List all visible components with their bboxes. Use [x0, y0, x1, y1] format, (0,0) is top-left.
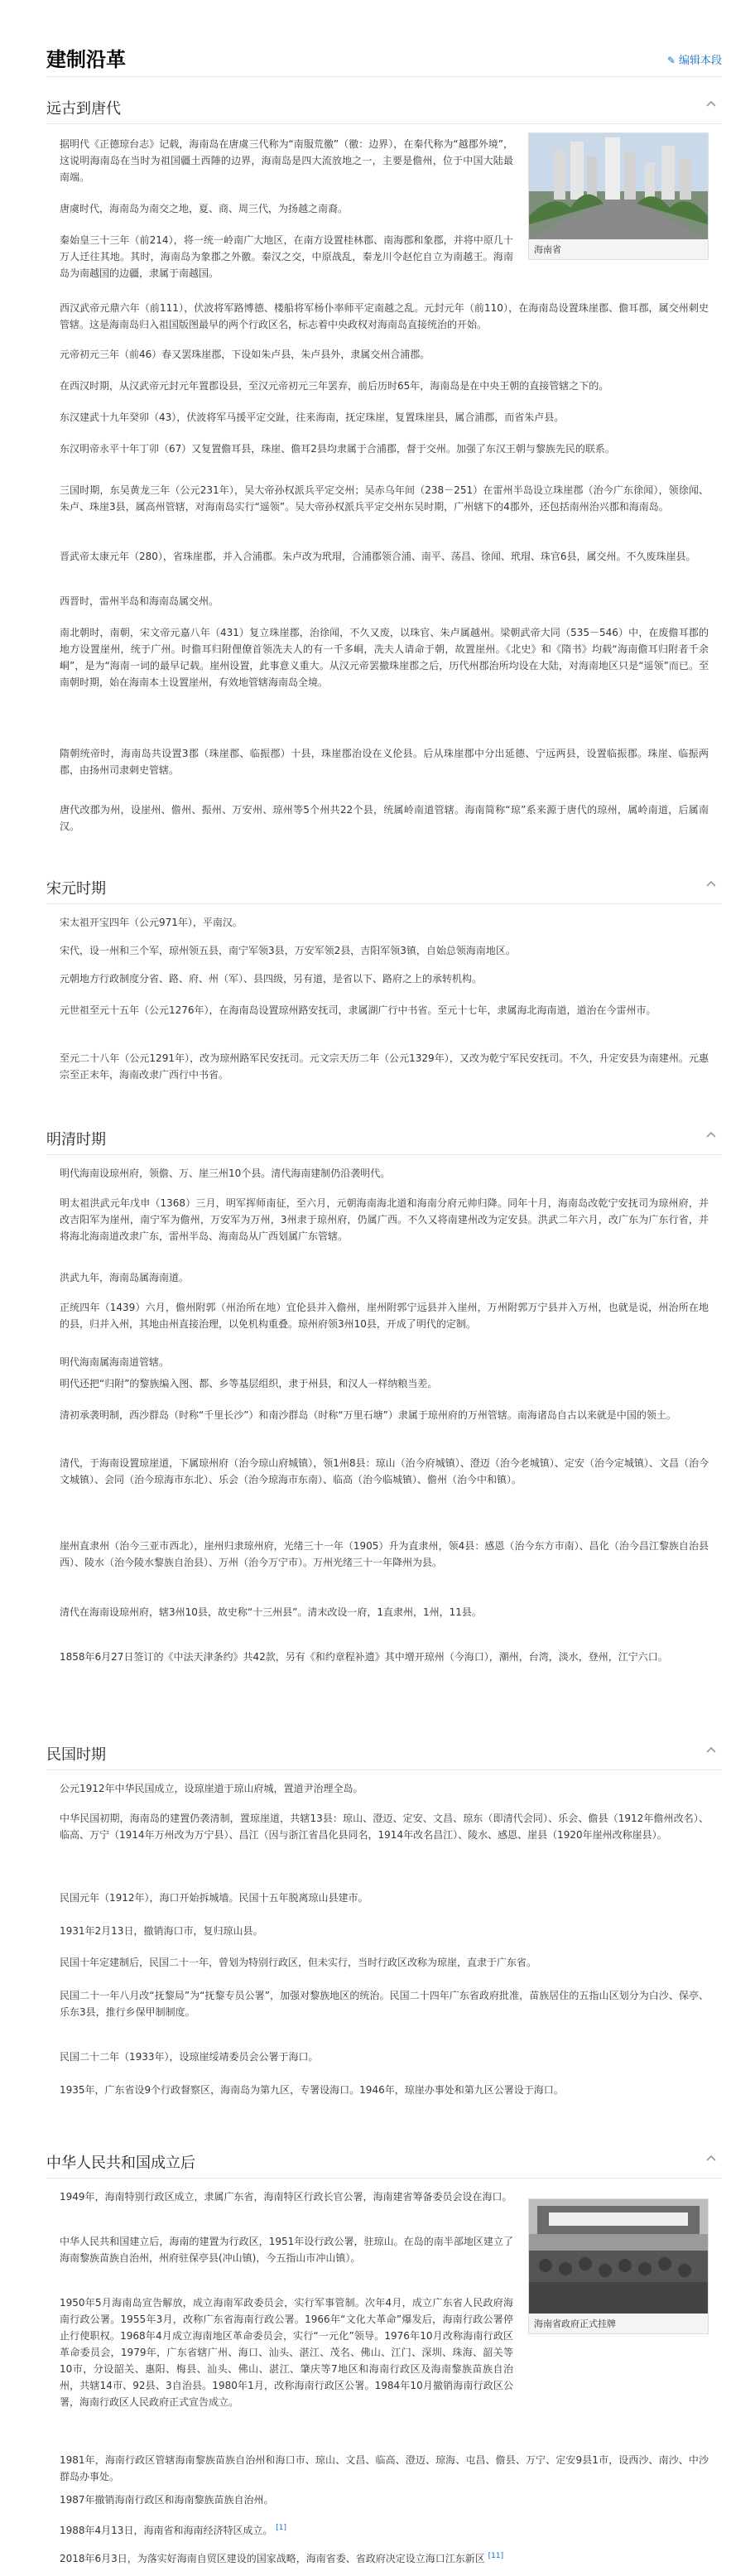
subsection-title: 远古到唐代 — [46, 100, 121, 118]
paragraph: 唐代改郡为州，设崖州、儋州、振州、万安州、琼州等5个州共22个县，统属岭南道管辖。海南简称“琼”系来源于唐代的琼州，属岭南道，后属南汉。 — [60, 804, 709, 832]
paragraph: 元世祖至元十五年（公元1276年），在海南岛设置琼州路安抚司，隶属湖广行中书省。至元十七年，隶属海北海南道，道治在今雷州市。 — [60, 1004, 656, 1016]
paragraph: 在西汉时期，从汉武帝元封元年置郡设县，至汉元帝初元三年罢弃，前后历时65年，海南岛是在中央王朝的直接管辖之下的。 — [60, 380, 609, 392]
subsection-title: 宋元时期 — [46, 880, 106, 898]
reference-link[interactable]: [1] — [276, 2524, 287, 2532]
paragraph: 清初承袭明制，西沙群岛（时称“千里长沙”）和南沙群岛（时称“万里石塘”）隶属于琼州府的万州管辖。南海诸岛自古以来就是中国的领土。 — [60, 1409, 676, 1421]
paragraph: 晋武帝太康元年（280），省珠崖郡，并入合浦郡。朱卢改为玳瑁，合浦郡领合浦、南平、荡昌、徐闻、玳瑁、珠官6县，属交州。不久废珠崖县。 — [60, 551, 696, 562]
paragraph: 元帝初元三年（前46）春又罢珠崖郡，下设如朱卢县，朱卢县外，隶属交州合浦郡。 — [60, 349, 430, 360]
chevron-up-icon[interactable] — [705, 99, 717, 110]
paragraph: 公元1912年中华民国成立，设琼崖道于琼山府城，置道尹治理全岛。 — [60, 1783, 363, 1794]
paragraph: 清代，于海南设置琼崖道，下属琼州府（治今琼山府城镇），领1州8县：琼山（治今府城镇）、澄迈（治今老城镇）、定安（治今定城镇）、文昌（治今文城镇）、会同（治今琼海市东北）、乐会（治今琼海市东南）、临高（治今临城镇）、儋州（治今中和镇）。 — [60, 1457, 709, 1485]
paragraph: 1987年撤销海南行政区和海南黎族苗族自治州。 — [60, 2494, 274, 2506]
chevron-up-icon[interactable] — [705, 1745, 717, 1756]
figure-caption: 海南省 — [529, 239, 708, 259]
paragraph: 宋太祖开宝四年（公元971年），平南汉。 — [60, 917, 243, 928]
paragraph: 三国时期，东吴黄龙三年（公元231年），吴大帝孙权派兵平定交州；吴赤乌年间（238－251）在雷州半岛设立珠崖郡（治今广东徐闻），领徐闻、朱卢、珠崖3县，属高州管辖，对海南岛实行“遥领”。吴大帝孙权派兵平定交州东吴时期，广州辖下的4郡外，还包括南州治兴郡和海南岛。 — [60, 484, 709, 513]
paragraph: 元朝地方行政制度分省、路、府、州（军）、县四级，另有道，是省以下、路府之上的承转机构。 — [60, 973, 483, 985]
paragraph: 洪武九年，海南岛属海南道。 — [60, 1272, 190, 1283]
paragraph: 1981年，海南行政区管辖海南黎族苗族自治州和海口市、琼山、文昌、临高、澄迈、琼海、屯昌、儋县、万宁、定安9县1市，设西沙、南沙、中沙群岛办事处。 — [60, 2454, 709, 2482]
paragraph: 民国二十二年（1933年），设琼崖绥靖委员会公署于海口。 — [60, 2051, 319, 2063]
paragraph-text: 2018年6月3日，为落实好海南自贸区建设的国家战略，海南省委、省政府决定设立海口江东新区 — [60, 2553, 485, 2564]
subsection-body-republic — [46, 1770, 722, 2131]
paragraph: 正统四年（1439）六月，儋州附郭（州治所在地）宜伦县并入儋州，崖州附郭宁远县并入崖州，万州附郭万宁县并入万州，也就是说，州治所在地的县，归并入州，其地由州直接治理，以免机构重叠。琼州府领3州10县，开成了明代的定制。 — [60, 1302, 709, 1330]
paragraph: 1949年，海南特别行政区成立，隶属广东省，海南特区行政长官公署，海南建省筹备委员会设在海口。 — [60, 2191, 512, 2203]
paragraph: 1858年6月27日签订的《中法天津条约》共42款，另有《和约章程补遗》其中增开琼州（今海口），潮州，台湾，淡水，登州，江宁六口。 — [60, 1651, 668, 1663]
paragraph: 清代在海南设琼州府，辖3州10县，故史称“十三州县”。清末改设一府，1直隶州，1州，11县。 — [60, 1606, 482, 1618]
section-title-row — [46, 36, 722, 77]
paragraph: 中华人民共和国建立后，海南的建置为行政区，1951年设行政公署，驻琼山。在岛的南半部地区建立了海南黎族苗族自治州，州府驻保亭县(冲山镇)，今五指山市冲山镇）。 — [60, 2236, 513, 2264]
subsection-title: 中华人民共和国成立后 — [46, 2155, 195, 2172]
city-photo — [529, 133, 708, 239]
paragraph-text: 1988年4月13日，海南省和海南经济特区成立。 — [60, 2525, 273, 2536]
chevron-up-icon[interactable] — [705, 879, 717, 890]
pencil-icon: ✎ — [666, 55, 676, 66]
figure-hainan[interactable] — [528, 132, 709, 260]
paragraph: 明代还把“归附”的黎族编入图、都、乡等基层组织，隶于州县，和汉人一样纳粮当差。 — [60, 1378, 438, 1389]
paragraph: 1950年5月海南岛宣告解放，成立海南军政委员会，实行军事管制。次年4月，成立广东省人民政府海南行政公署。1955年3月，改称广东省海南行政公署。1966年“文化大革命”爆发后，海南行政公署停止行使职权。1968年4月成立海南地区革命委员会，实行“一元化”领导。1976年10月改称海南行政区革命委员会，1979年，广东省辖广州、海口、汕头、湛江、茂名、佛山、江门、深圳、珠海、韶关等10市，分设韶关、惠阳、梅县、汕头、佛山、湛江、肇庆等7地区和海南行政区及海南黎族苗族自治州，共辖14市、92县、3自治县。1980年1月，改称海南行政区公署。1984年10月撤销海南行政区公署，海南行政区人民政府正式宣告成立。 — [60, 2297, 513, 2408]
subsection-title: 民国时期 — [46, 1746, 106, 1764]
historic-photo — [529, 2199, 708, 2314]
paragraph: 隋朝统帝时，海南岛共设置3郡（珠崖郡、临振郡）十县，珠崖郡治设在义伦县。后从珠崖郡中分出延德、宁远两县，设置临振郡。珠崖、临振两郡，由扬州司隶刺史管辖。 — [60, 748, 709, 776]
paragraph: 东汉明帝永平十年丁卯（67）又复置儋耳县，珠崖、儋耳2县均隶属于合浦郡，督于交州。加强了东汉王朝与黎族先民的联系。 — [60, 443, 615, 455]
subsection-body-prc — [46, 2179, 722, 2576]
paragraph-with-reference — [46, 2548, 722, 2567]
subsection-header-ancient[interactable] — [46, 90, 722, 124]
paragraph: 秦始皇三十三年（前214），将一统一岭南广大地区，在南方设置桂林郡、南海郡和象郡，并将中原几十万人迁往其地。其时，海南岛为象郡之外徼。秦汉之交，中原战乱，秦龙川令赵佗自立为南越王。海南岛为南越国的边疆，隶属于南越国。 — [60, 234, 513, 279]
paragraph: 1935年，广东省设9个行政督察区，海南岛为第九区，专署设海口。1946年，琼崖办事处和第九区公署设于海口。 — [60, 2084, 564, 2096]
subsection-body-ancient — [46, 124, 722, 857]
article-section — [46, 0, 722, 2576]
paragraph: 西晋时，雷州半岛和海南岛属交州。 — [60, 595, 219, 607]
paragraph: 据明代《正德琼台志》记载，海南岛在唐虞三代称为“南服荒徼”（徼：边界），在秦代称为“越郡外境”，这说明海南岛在当时为祖国疆土西陲的边界，海南岛是四大流放地之一，主要是儋州，位于中国大陆最南端。 — [60, 138, 513, 183]
paragraph: 崖州直隶州（治今三亚市西北），崖州归隶琼州府，光绪三十一年（1905）升为直隶州，领4县：感恩（治今东方市南）、昌化（治今昌江黎族自治县西）、陵水（治今陵水黎族自治县）、万州（治今万宁市）。万州光绪三十一年降州为县。 — [60, 1540, 709, 1568]
paragraph: 明代海南设琼州府，领儋、万、崖三州10个县。清代海南建制仍沿袭明代。 — [60, 1168, 391, 1179]
paragraph: 至元二十八年（公元1291年），改为琼州路军民安抚司。元文宗天历二年（公元1329年），又改为乾宁军民安抚司。不久，升定安县为南建州。元惠宗至正末年，海南改隶广西行中书省。 — [60, 1052, 709, 1081]
subsection-title: 明清时期 — [46, 1131, 106, 1148]
subsection-header-ming-qing[interactable] — [46, 1121, 722, 1155]
paragraph: 宋代，设一州和三个军，琼州领五县，南宁军领3县，万安军领2县，吉阳军领3镇，自始总领海南地区。 — [60, 945, 516, 956]
subsection-header-republic[interactable] — [46, 1736, 722, 1770]
chevron-up-icon[interactable] — [705, 1129, 717, 1141]
paragraph: 1931年2月13日，撤销海口市，复归琼山县。 — [60, 1925, 263, 1937]
figure-hainan-government[interactable] — [528, 2198, 709, 2334]
paragraph: 民国元年（1912年），海口开始拆城墙。民国十五年脱离琼山县建市。 — [60, 1892, 368, 1904]
paragraph: 明太祖洪武元年戊申（1368）三月，明军挥师南征，至六月，元朝海南海北道和海南分府元帅归降。同年十月，海南岛改乾宁安抚司为琼州府，并改吉阳军为崖州，南宁军为儋州，万安军为万州，3州隶于琼州府，仍属广西。不久又将南建州改为定安县。洪武二年六月，改广东为广东行省，并将海北海南道改隶广东，雷州半岛、海南岛从广西划属广东管辖。 — [60, 1197, 709, 1242]
figure-caption: 海南省政府正式挂牌 — [529, 2314, 708, 2333]
section-title: 建制沿革 — [46, 48, 126, 71]
edit-button[interactable] — [667, 51, 722, 67]
paragraph: 东汉建武十九年癸卯（43），伏波将军马援平定交趾，往来海南，抚定珠崖，复置珠崖县，属合浦郡，而省朱卢县。 — [60, 412, 565, 423]
paragraph: 唐虞时代，海南岛为南交之地，夏、商、周三代，为扬越之南裔。 — [60, 203, 349, 214]
paragraph-with-reference — [46, 2520, 722, 2539]
subsection-header-prc[interactable] — [46, 2145, 722, 2179]
paragraph: 南北朝时，南朝，宋文帝元嘉八年（431）复立珠崖郡，治徐闻，不久又废，以珠官、朱卢属越州。梁朝武帝大同（535－546）中，在废儋耳郡的地方设置崖州，统于广州。时儋耳归附俚僚首领冼夫人的有一千多峒，冼夫人请命于朝，故置崖州。《北史》和《隋书》均载“海南儋耳归附者千余峒”，是为“海南一词的最早记载。崖州设置，此事意义重大。从汉元帝罢撤珠崖郡之后，历代州郡治所均设在大陆，对海南地区只是“遥领”而已。至南朝时期，始在海南本土设置崖州，有效地管辖海南岛全境。 — [60, 627, 709, 688]
paragraph: 民国十年定建制后，民国二十一年，曾划为特别行政区，但未实行，当时行政区改称为琼崖，直隶于广东省。 — [60, 1957, 537, 1968]
reference-link[interactable]: [11] — [488, 2552, 504, 2560]
paragraph: 民国二十一年八月改“抚黎局”为“抚黎专员公署”，加强对黎族地区的统治。民国二十四年广东省政府批准，苗族居住的五指山区划分为白沙、保亭、乐东3县，推行乡保甲制制度。 — [60, 1990, 709, 2018]
subsection-body-ming-qing — [46, 1155, 722, 1723]
edit-label: 编辑本段 — [678, 55, 722, 67]
paragraph: 明代海南属海南道管辖。 — [60, 1356, 170, 1368]
paragraph: 西汉武帝元鼎六年（前111），伏波将军路博德、楼船将军杨仆率师平定南越之乱。元封元年（前110），在海南岛设置珠崖郡、儋耳郡，属交州刺史管辖。这是海南岛归入祖国版图最早的两个行政区名，标志着中央政权对海南岛直接统治的开始。 — [60, 302, 709, 330]
subsection-body-song-yuan — [46, 904, 722, 1108]
chevron-up-icon[interactable] — [705, 2153, 717, 2164]
paragraph: 中华民国初期，海南岛的建置仍袭清制，置琼崖道，共辖13县：琼山、澄迈、定安、文昌、琼东（即清代会同）、乐会、儋县（1912年儋州改名）、临高、万宁（1914年万州改为万宁县）、昌江（因与浙江省昌化县同名，1914年改名昌江）、陵水、感恩、崖县（1920年崖州改称崖县）。 — [60, 1813, 709, 1841]
subsection-header-song-yuan[interactable] — [46, 870, 722, 904]
